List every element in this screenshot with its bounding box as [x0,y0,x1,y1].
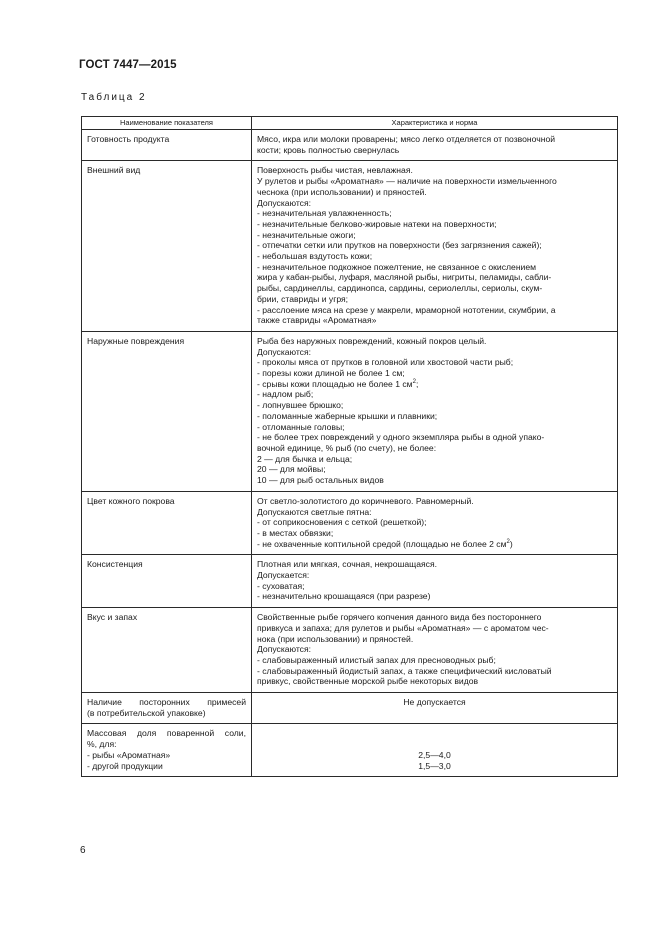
row-name: Консистенция [82,555,252,608]
row-name: Наличие посторонних примесей (в потребительской упаковке) [82,693,252,724]
table-caption: Таблица 2 [81,92,147,103]
row-name: Наружные повреждения [82,331,252,491]
row-value: Рыба без наружных повреждений, кожный покров целый. Допускаются: - проколы мяса от прутков в головной или хвостовой части рыб; - порезы кожи длиной не более 1 см; - срывы кожи площадью не более 1 $см^2$; - надлом рыб; - лопнувшее брюшко; - поломанные жаберные крышки и плавники; - отломанные головы; - не более трех повреждений у одного экземпляра рыбы в одной упако- вочной единице, % рыб (по счету), не более: 2 — для бычка и ельца; 20 — для мойвы; 10 — для рыб остальных видов [252,331,618,491]
row-value: Свойственные рыбе горячего копчения данного вида без постороннего привкуса и запаха; для рулетов и рыбы «Ароматная» — с ароматом чес- нока (при использовании) и пряностей. Допускаются: - слабовыраженный илистый запах для пресноводных рыб; - слабовыраженный йодистый запах, а также специфический кисловатый привкус, свойственные морской рыбе некоторых видов [252,608,618,693]
table-row-skin-color [82,491,618,555]
table-header-row [82,117,618,130]
row-value: Поверхность рыбы чистая, невлажная. У рулетов и рыбы «Ароматная» — наличие на поверхности измельченного чеснока (при использовании) и пряностей. Допускаются: - незначительная увлажненность; - незначительные белково-жировые натеки на поверхности; - незначительные ожоги; - отпечатки сетки или прутков на поверхности (без загрязнения сажей); - небольшая вздутость кожи; - незначительное подкожное пожелтение, не связанное с окислением жира у кабан-рыбы, луфаря, масляной рыбы, нигриты, пеламиды, сабли- рыбы, сардинеллы, сардинопса, сардины, сериолеллы, сериолы, скум- брии, ставриды и угря; - расслоение мяса на срезе у макрели, мраморной нототении, скумбрии, а также ставриды «Ароматная» [252,161,618,332]
table-row-readiness [82,130,618,161]
row-name: Готовность продукта [82,130,252,161]
page-number: 6 [80,845,86,856]
table-row-appearance [82,161,618,332]
document-id: ГОСТ 7447—2015 [79,59,177,71]
row-name: Внешний вид [82,161,252,332]
row-value: Плотная или мягкая, сочная, некрошащаяся. Допускается: - суховатая; - незначительно крошащаяся (при разрезе) [252,555,618,608]
table-row-external-damage [82,331,618,491]
specification-table [81,116,618,777]
row-value: Мясо, икра или молоки проварены; мясо легко отделяется от позвоночной кости; кровь полностью свернулась [252,130,618,161]
row-value: От светло-золотистого до коричневого. Равномерный. Допускаются светлые пятна: - от соприкосновения с сеткой (решеткой); - в местах обвязки; - не охваченные коптильной средой (площадью не более 2 $см^2$) [252,491,618,555]
row-value: 2,5—4,0 1,5—3,0 [252,724,618,777]
header-characteristic: Характеристика и норма [252,117,618,130]
table-row-salt-content [82,724,618,777]
table-row-taste-smell [82,608,618,693]
row-name: Массовая доля поваренной соли, %, для: - рыбы «Ароматная» - другой продукции [82,724,252,777]
table-row-consistency [82,555,618,608]
header-indicator-name: Наименование показателя [82,117,252,130]
row-value: Не допускается [252,693,618,724]
row-name: Вкус и запах [82,608,252,693]
table-row-foreign-impurities [82,693,618,724]
row-name: Цвет кожного покрова [82,491,252,555]
